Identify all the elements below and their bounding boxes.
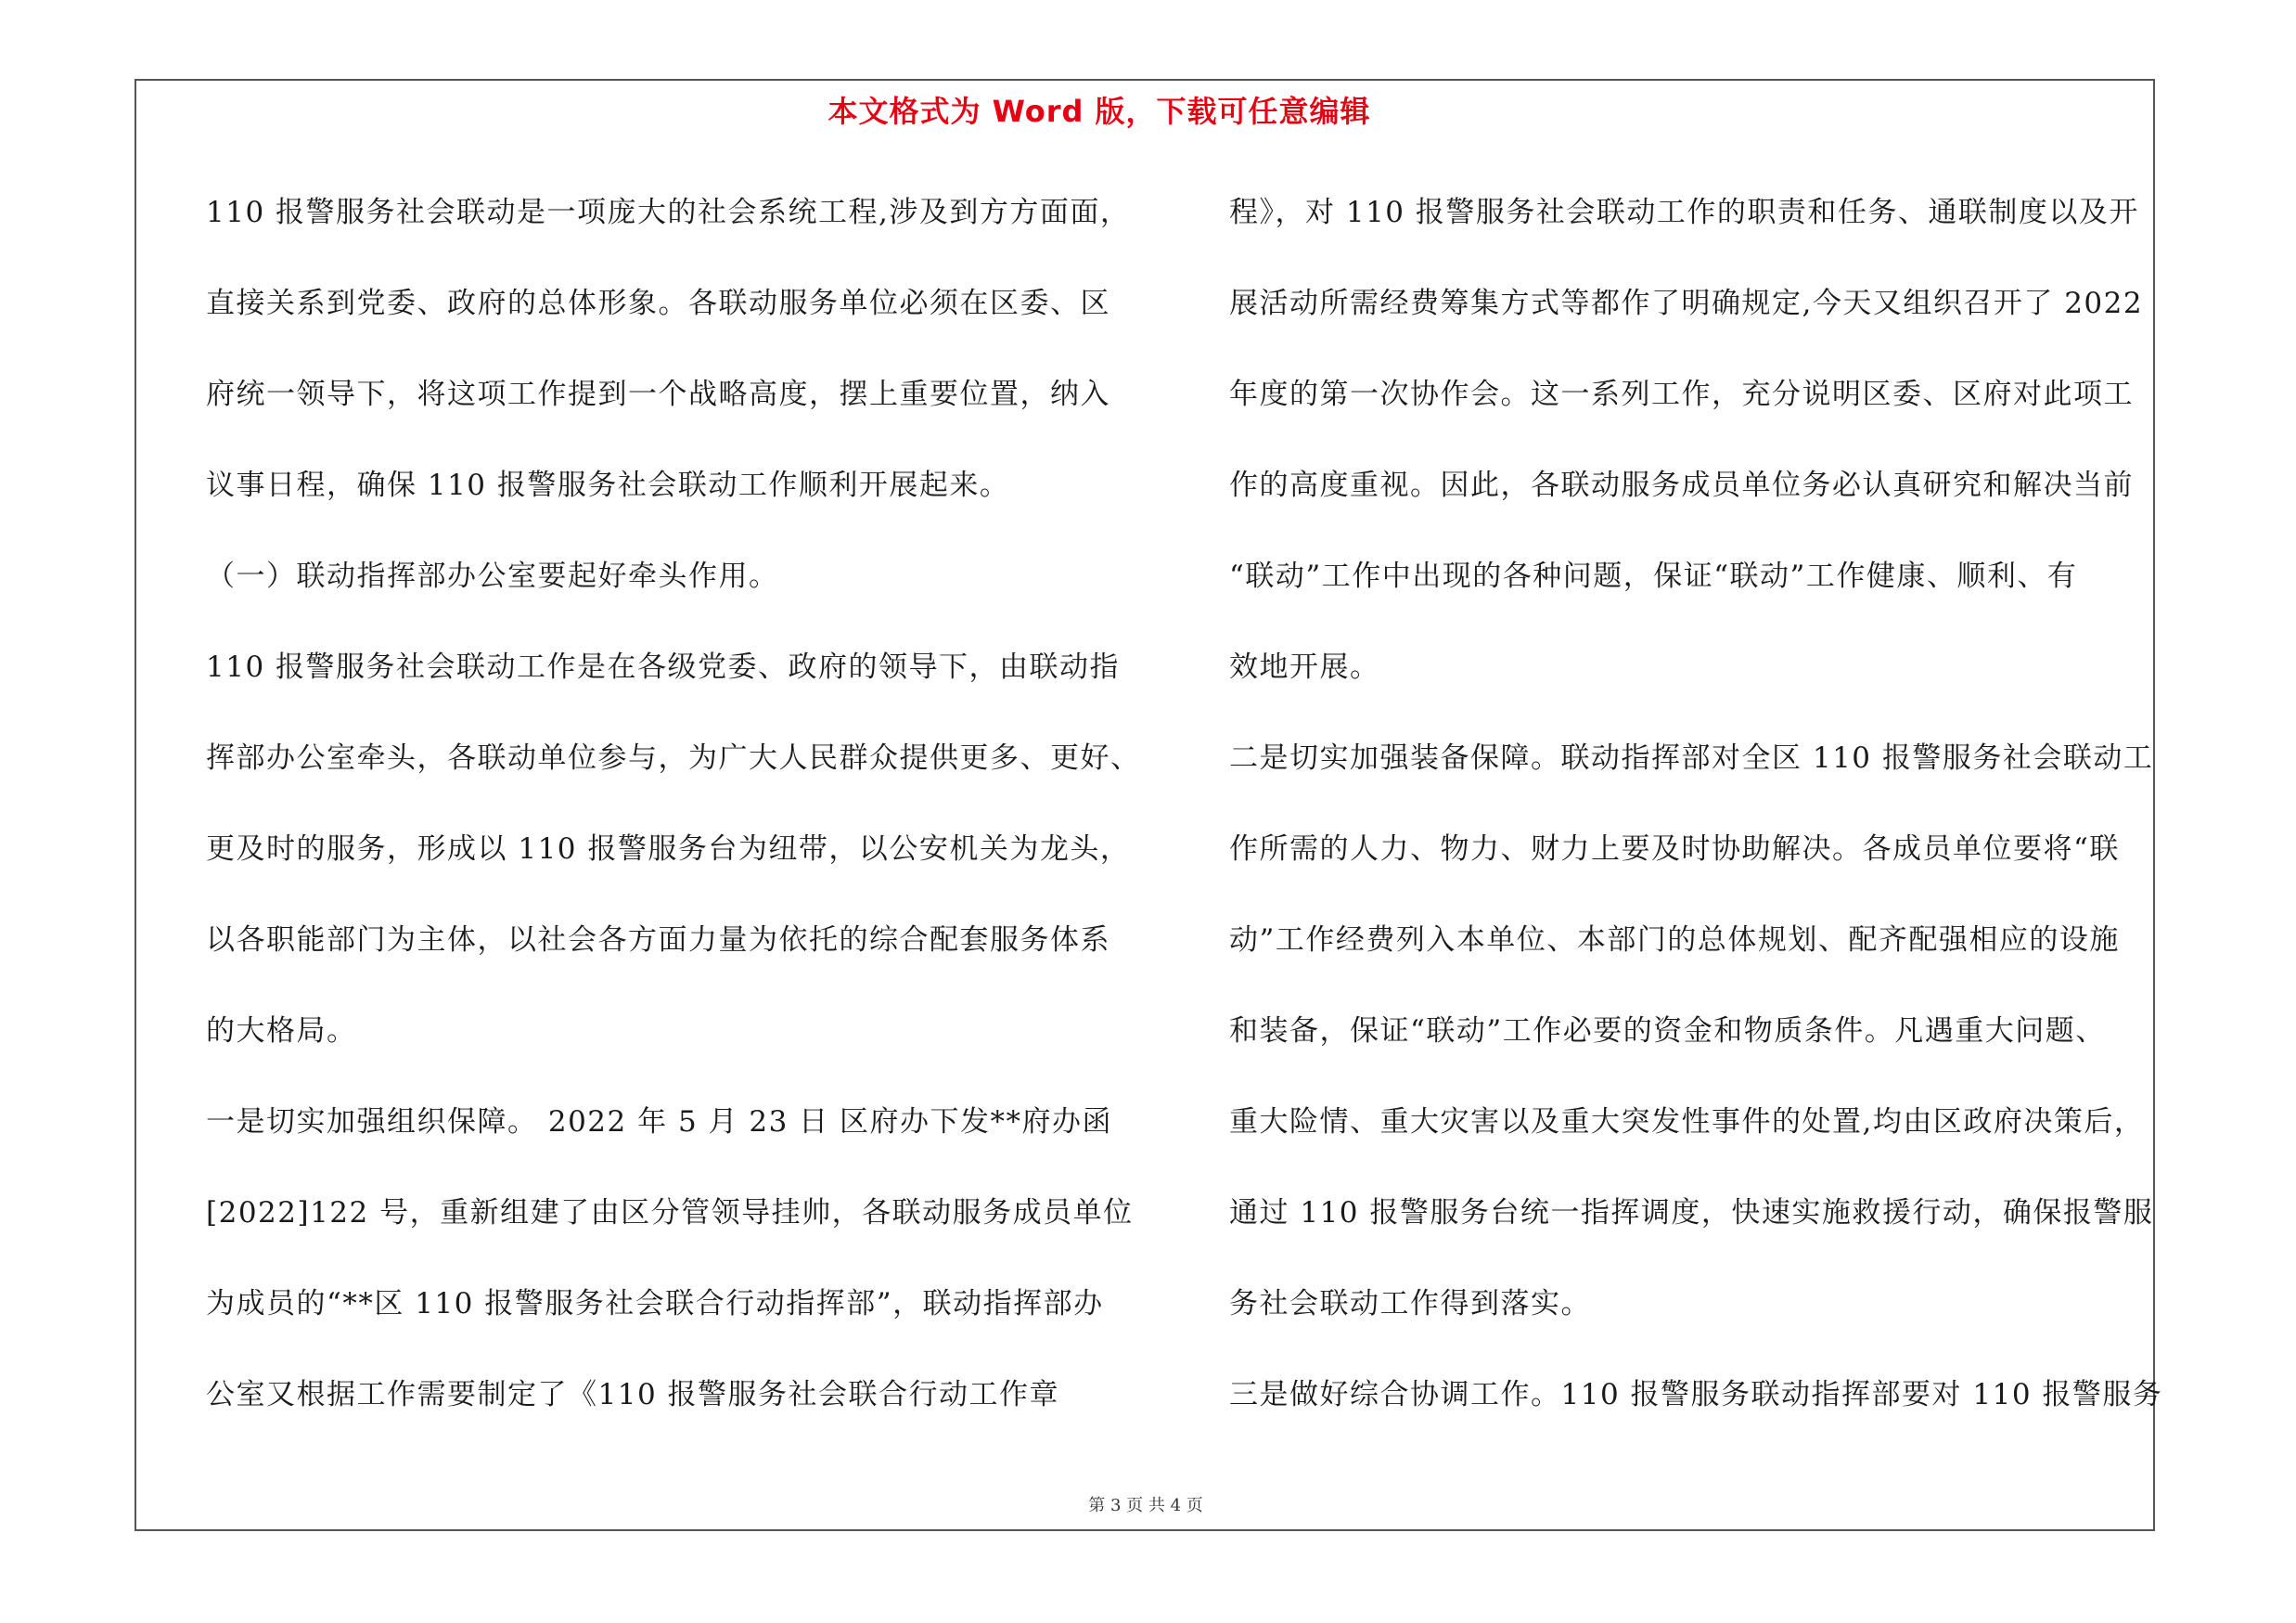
text-line: 更及时的服务，形成以 110 报警服务台为纽带，以公安机关为龙头， (206, 832, 1131, 866)
text-line: 的大格局。 (206, 1014, 357, 1048)
text-line: [2022]122 号，重新组建了由区分管领导挂帅，各联动服务成员单位 (206, 1196, 1134, 1230)
text-line: 为成员的“**区 110 报警服务社会联合行动指挥部”，联动指挥部办 (206, 1287, 1104, 1320)
text-line: “联动”工作中出现的各种问题，保证“联动”工作健康、顺利、有 (1229, 560, 2078, 593)
text-line: 通过 110 报警服务台统一指挥调度，快速实施救援行动，确保报警服 (1229, 1196, 2154, 1230)
text-line: 110 报警服务社会联动是一项庞大的社会系统工程,涉及到方方面面， (206, 196, 1131, 229)
page-number-footer: 第 3 页 共 4 页 (1088, 1496, 1203, 1515)
text-line: 公室又根据工作需要制定了《110 报警服务社会联合行动工作章 (206, 1378, 1060, 1411)
section-heading: （一）联动指挥部办公室要起好牵头作用。 (206, 560, 779, 593)
text-line: 动”工作经费列入本单位、本部门的总体规划、配齐配强相应的设施 (1229, 923, 2120, 957)
text-line: 二是切实加强装备保障。联动指挥部对全区 110 报警服务社会联动工 (1229, 741, 2154, 775)
text-line: 展活动所需经费筹集方式等都作了明确规定,今天又组织召开了 2022 (1229, 287, 2144, 320)
text-line: 直接关系到党委、政府的总体形象。各联动服务单位必须在区委、区 (206, 287, 1110, 320)
text-line: 议事日程，确保 110 报警服务社会联动工作顺利开展起来。 (206, 469, 1010, 502)
text-line: 以各职能部门为主体，以社会各方面力量为依托的综合配套服务体系 (206, 923, 1110, 957)
right-column (1229, 181, 2163, 1454)
text-line: 重大险情、重大灾害以及重大突发性事件的处置,均由区政府决策后， (1229, 1105, 2145, 1139)
text-line: 程》，对 110 报警服务社会联动工作的职责和任务、通联制度以及开 (1229, 196, 2139, 229)
text-line: 一是切实加强组织保障。 2022 年 5 月 23 日 区府办下发**府办函 (206, 1105, 1113, 1139)
text-line: 府统一领导下，将这项工作提到一个战略高度，摆上重要位置，纳入 (206, 378, 1110, 411)
text-line: 年度的第一次协作会。这一系列工作，充分说明区委、区府对此项工 (1229, 378, 2134, 411)
text-line: 挥部办公室牵头，各联动单位参与，为广大人民群众提供更多、更好、 (206, 741, 1141, 775)
text-line: 110 报警服务社会联动工作是在各级党委、政府的领导下，由联动指 (206, 650, 1121, 684)
text-line: 效地开展。 (1229, 650, 1380, 684)
header-banner: 本文格式为 Word 版，下载可任意编辑 (827, 94, 1371, 129)
text-line: 和装备，保证“联动”工作必要的资金和物质条件。凡遇重大问题、 (1229, 1014, 2106, 1048)
left-column (206, 181, 1141, 1454)
text-line: 三是做好综合协调工作。110 报警服务联动指挥部要对 110 报警服务 (1229, 1378, 2163, 1411)
text-line: 作的高度重视。因此，各联动服务成员单位务必认真研究和解决当前 (1229, 469, 2134, 502)
text-line: 务社会联动工作得到落实。 (1229, 1287, 1591, 1320)
text-line: 作所需的人力、物力、财力上要及时协助解决。各成员单位要将“联 (1229, 832, 2120, 866)
